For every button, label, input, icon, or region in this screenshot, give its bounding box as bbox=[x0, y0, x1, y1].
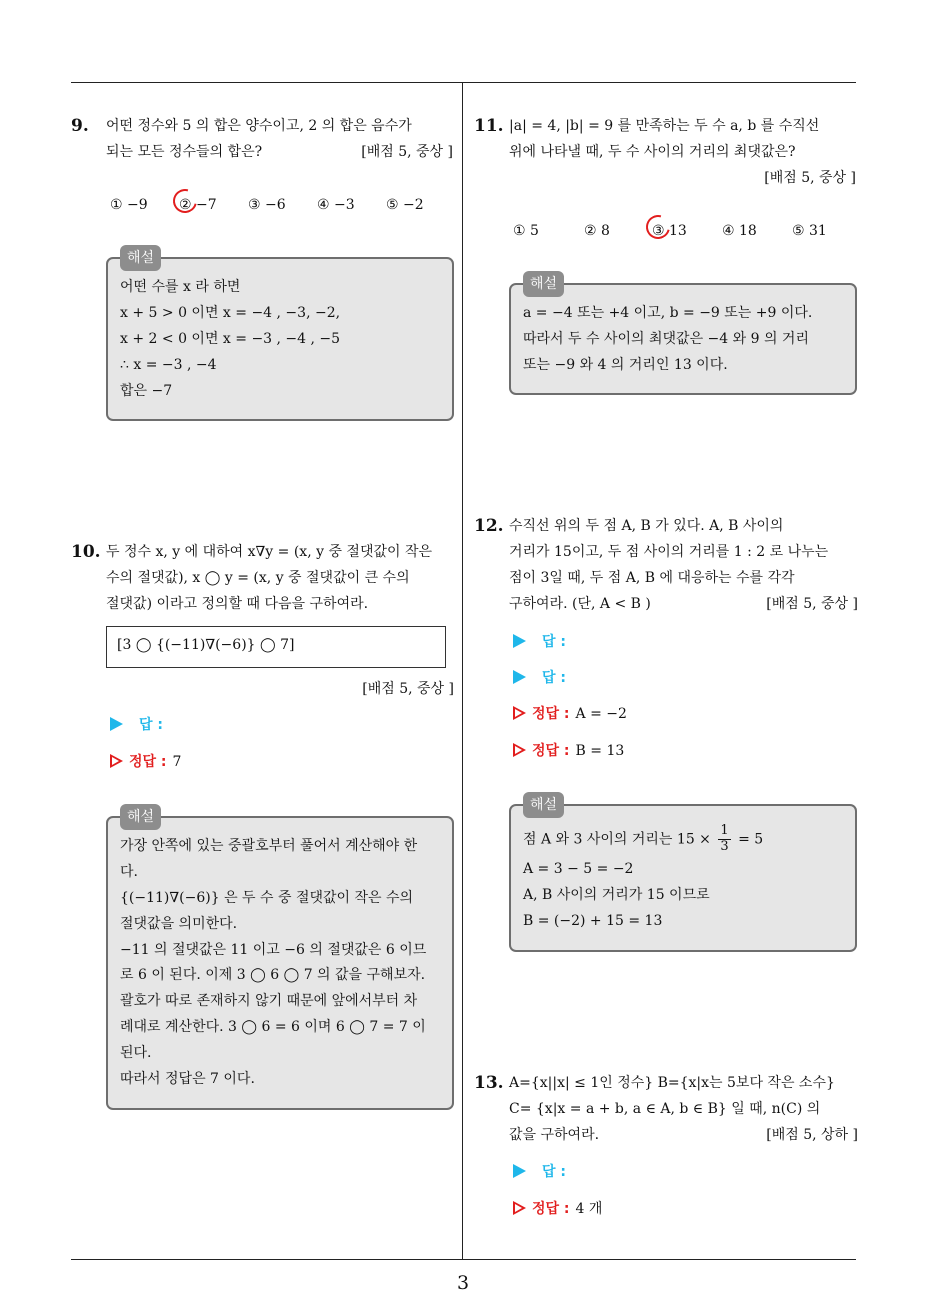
answer-label: 답 : bbox=[542, 670, 566, 686]
correct-answer-row bbox=[513, 1197, 602, 1223]
question-number: 11. bbox=[474, 116, 504, 136]
correct-label: 정답 : bbox=[532, 1201, 570, 1217]
explanation-line: A, B 사이의 거리가 15 이므로 bbox=[523, 886, 710, 903]
explanation-tag: 해설 bbox=[523, 792, 564, 818]
score-label: [배점 5, 상하 ] bbox=[766, 1126, 858, 1143]
explanation-line: x + 2 < 0 이면 x = −3 , −4 , −5 bbox=[120, 330, 341, 347]
explanation-line: 로 6 이 된다. 이제 3 ◯ 6 ◯ 7 의 값을 구해보자. bbox=[120, 967, 426, 984]
score-label: [배점 5, 중상 ] bbox=[766, 595, 858, 612]
question-number: 10. bbox=[71, 542, 101, 562]
explanation-box-q10 bbox=[106, 809, 454, 1110]
explanation-line: 따라서 두 수 사이의 최댓값은 −4 와 9 의 거리 bbox=[523, 330, 809, 347]
correct-value: 7 bbox=[172, 754, 182, 770]
correct-label: 정답 : bbox=[532, 743, 570, 759]
explanation-tag: 해설 bbox=[120, 245, 161, 271]
choice-1[interactable]: ① −9 bbox=[110, 197, 148, 213]
question-text bbox=[509, 114, 856, 192]
question-9 bbox=[71, 114, 453, 166]
question-line: A={x||x| ≤ 1인 정수} B={x|x는 5보다 작은 소수} bbox=[509, 1075, 835, 1091]
top-rule bbox=[71, 82, 856, 83]
choices-q9 bbox=[110, 193, 446, 219]
answer-label: 답 : bbox=[542, 634, 566, 650]
explanation-line: 가장 안쪽에 있는 중괄호부터 풀어서 계산해야 한 bbox=[120, 838, 418, 854]
choice-4[interactable]: ④ −3 bbox=[317, 197, 355, 213]
answer-row[interactable] bbox=[513, 1160, 566, 1186]
page-number: 3 bbox=[456, 1272, 470, 1294]
correct-triangle-icon bbox=[513, 1201, 526, 1215]
correct-triangle-icon bbox=[110, 754, 123, 768]
question-line: 값을 구하여라. [배점 5, 상하 ] bbox=[509, 1123, 858, 1149]
formula-text: [3 ◯ {(−11)∇(−6)} ◯ 7] bbox=[117, 637, 295, 653]
correct-triangle-icon bbox=[513, 743, 526, 757]
answer-row[interactable] bbox=[513, 630, 566, 656]
explanation-line: x + 5 > 0 이면 x = −4 , −3, −2, bbox=[120, 304, 341, 321]
question-line: 거리가 15이고, 두 점 사이의 거리를 1 : 2 로 나누는 bbox=[509, 543, 829, 560]
question-line: 되는 모든 정수들의 합은? [배점 5, 중상 ] bbox=[106, 140, 453, 166]
score-row-q10 bbox=[106, 677, 454, 703]
score-label: [배점 5, 중상 ] bbox=[361, 143, 453, 160]
correct-answer-row bbox=[110, 750, 181, 776]
answer-label: 답 : bbox=[139, 717, 163, 733]
question-line: 점이 3일 때, 두 점 A, B 에 대응하는 수를 각각 bbox=[509, 569, 795, 586]
answer-label: 답 : bbox=[542, 1164, 566, 1180]
explanation-line: 합은 −7 bbox=[120, 382, 173, 399]
question-line: 어떤 정수와 5 의 합은 양수이고, 2 의 합은 음수가 bbox=[106, 118, 412, 134]
question-11 bbox=[474, 114, 856, 192]
choice-5[interactable]: ⑤ 31 bbox=[792, 223, 827, 239]
correct-answer-row bbox=[513, 739, 624, 765]
correct-label: 정답 : bbox=[129, 754, 167, 770]
explanation-line: −11 의 절댓값은 11 이고 −6 의 절댓값은 6 이므 bbox=[120, 941, 427, 958]
explanation-line: 절댓값을 의미한다. bbox=[120, 915, 238, 932]
explanation-line: B = (−2) + 15 = 13 bbox=[523, 912, 663, 929]
choice-4[interactable]: ④ 18 bbox=[722, 223, 757, 239]
question-line: 수의 절댓값), x ◯ y = (x, y 중 절댓값이 큰 수의 bbox=[106, 569, 410, 586]
question-number: 12. bbox=[474, 516, 504, 536]
answer-triangle-icon bbox=[513, 1164, 526, 1178]
question-line: |a| = 4, |b| = 9 를 만족하는 두 수 a, b 를 수직선 bbox=[509, 118, 820, 134]
correct-answer-row bbox=[513, 702, 627, 728]
explanation-line: 다. bbox=[120, 863, 138, 880]
question-13 bbox=[474, 1071, 858, 1149]
explanation-tag: 해설 bbox=[120, 804, 161, 830]
correct-value: 4 개 bbox=[575, 1201, 603, 1217]
explanation-line: {(−11)∇(−6)} 은 두 수 중 절댓값이 작은 수의 bbox=[120, 889, 414, 906]
explanation-line: ∴ x = −3 , −4 bbox=[120, 356, 217, 373]
explanation-box-q11 bbox=[509, 276, 857, 395]
correct-label: 정답 : bbox=[532, 706, 570, 722]
correct-value: A = −2 bbox=[575, 706, 627, 722]
explanation-box-q12 bbox=[509, 797, 857, 952]
answer-triangle-icon bbox=[513, 670, 526, 684]
explanation-line: 례대로 계산한다. 3 ◯ 6 = 6 이며 6 ◯ 7 = 7 이 bbox=[120, 1019, 426, 1036]
choice-2[interactable]: ② −7 bbox=[179, 193, 248, 219]
question-10 bbox=[71, 540, 455, 618]
correct-value: B = 13 bbox=[575, 743, 625, 759]
answer-row[interactable] bbox=[513, 666, 566, 692]
explanation-line: 괄호가 따로 존재하지 않기 때문에 앞에서부터 차 bbox=[120, 993, 418, 1010]
explanation-line: a = −4 또는 +4 이고, b = −9 또는 +9 이다. bbox=[523, 305, 813, 321]
answer-triangle-icon bbox=[110, 717, 123, 731]
explanation-box-q9 bbox=[106, 250, 454, 421]
question-text bbox=[509, 1071, 858, 1149]
formula-box bbox=[106, 626, 446, 668]
fraction: $\frac{1}{3}$ bbox=[720, 823, 729, 854]
explanation-line: 또는 −9 와 4 의 거리인 13 이다. bbox=[523, 356, 728, 373]
choice-5[interactable]: ⑤ −2 bbox=[386, 197, 424, 213]
answer-triangle-icon bbox=[513, 634, 526, 648]
score-label: [배점 5, 중상 ] bbox=[764, 169, 856, 186]
question-number: 9. bbox=[71, 116, 89, 136]
question-number: 13. bbox=[474, 1073, 504, 1093]
explanation-line: A = 3 − 5 = −2 bbox=[523, 860, 634, 877]
question-line: 두 정수 x, y 에 대하여 x∇y = (x, y 중 절댓값이 작은 bbox=[106, 544, 433, 560]
answer-row[interactable] bbox=[110, 713, 163, 739]
choice-2[interactable]: ② 8 bbox=[584, 223, 610, 239]
question-text bbox=[509, 514, 858, 618]
question-line: 구하여라. (단, A < B ) [배점 5, 중상 ] bbox=[509, 592, 858, 618]
choices-q11 bbox=[513, 219, 842, 245]
explanation-tag: 해설 bbox=[523, 271, 564, 297]
choice-1[interactable]: ① 5 bbox=[513, 223, 539, 239]
choice-3[interactable]: ③ 13 bbox=[652, 219, 722, 245]
question-12 bbox=[474, 514, 858, 618]
question-line: 위에 나타낼 때, 두 수 사이의 거리의 최댓값은? bbox=[509, 143, 796, 160]
explanation-line: 점 A 와 3 사이의 거리는 15 × $\frac{1}{3}$ = 5 bbox=[523, 823, 764, 854]
choice-3[interactable]: ③ −6 bbox=[248, 197, 286, 213]
explanation-line: 어떤 수를 x 라 하면 bbox=[120, 279, 241, 295]
correct-triangle-icon bbox=[513, 706, 526, 720]
question-text bbox=[106, 114, 453, 166]
explanation-line: 된다. bbox=[120, 1045, 152, 1062]
explanation-line: 따라서 정답은 7 이다. bbox=[120, 1071, 255, 1088]
question-line: C= {x|x = a + b, a ∈ A, b ∈ B} 일 때, n(C) 의 bbox=[509, 1100, 821, 1117]
score-label: [배점 5, 중상 ] bbox=[362, 681, 454, 697]
bottom-rule bbox=[71, 1259, 856, 1260]
question-line: 수직선 위의 두 점 A, B 가 있다. A, B 사이의 bbox=[509, 518, 784, 534]
column-divider bbox=[462, 83, 463, 1260]
question-line: 절댓값) 이라고 정의할 때 다음을 구하여라. bbox=[106, 595, 369, 612]
question-text bbox=[106, 540, 455, 618]
